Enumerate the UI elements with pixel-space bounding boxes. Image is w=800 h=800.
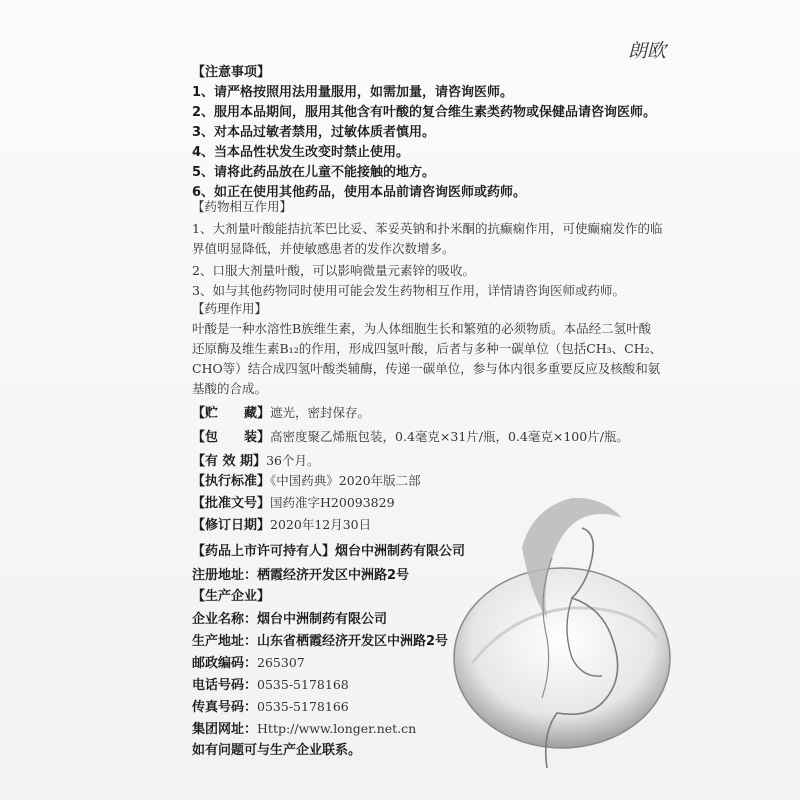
precaution-item: 6、如正在使用其他药品，使用本品前请咨询医师或药师。 (192, 185, 527, 200)
pregnant-woman-illustration (452, 488, 690, 768)
precautions-heading: 【注意事项】 (192, 65, 271, 80)
info-row-approval (192, 494, 395, 513)
pharmacology-line: CHO等）结合成四氢叶酸类辅酶，传递一碳单位，参与体内很多重要反应及核酸和氨 (192, 361, 661, 376)
interactions-heading: 【药物相互作用】 (192, 199, 293, 214)
footer-note: 如有问题可与生产企业联系。 (192, 743, 362, 758)
info-value: 遮光，密封保存。 (270, 405, 371, 420)
manufacturer-row (192, 720, 416, 739)
holder-address-label: 注册地址： (192, 568, 258, 583)
info-label: 【执行标准】 (192, 474, 271, 489)
precaution-item: 1、请严格按照用法用量服用，如需加量，请咨询医师。 (192, 85, 514, 100)
interaction-item: 3、如与其他药物同时使用可能会发生药物相互作用，详情请咨询医师或药师。 (192, 283, 625, 298)
manufacturer-row (192, 610, 387, 629)
manufacturer-label: 邮政编码： (192, 656, 258, 671)
holder-row (192, 542, 465, 561)
pharmacology-line: 还原酶及维生素B₁₂的作用，形成四氢叶酸，后者与多种一碳单位（包括CH₃、CH₂、 (192, 341, 663, 356)
manufacturer-value: 山东省栖霞经济开发区中洲路2号 (257, 634, 449, 649)
precaution-item: 4、当本品性状发生改变时禁止使用。 (192, 145, 410, 160)
manufacturer-label: 集团网址： (192, 722, 258, 737)
info-row-expiry (192, 452, 319, 471)
manufacturer-row (192, 676, 349, 695)
info-label: 【贮 藏】 (192, 406, 271, 421)
info-label: 【包 装】 (192, 430, 271, 445)
pill-shape (454, 568, 670, 748)
holder-address-row (192, 566, 409, 585)
info-value: 2020年12月30日 (270, 517, 372, 532)
info-label: 【修订日期】 (192, 518, 271, 533)
manufacturer-label: 生产地址： (192, 634, 258, 649)
manufacturer-row (192, 698, 349, 717)
precaution-item: 2、服用本品期间，服用其他含有叶酸的复合维生素类药物或保健品请咨询医师。 (192, 105, 657, 120)
interaction-item: 2、口服大剂量叶酸，可以影响微量元素锌的吸收。 (192, 263, 475, 278)
info-value: 高密度聚乙烯瓶包装，0.4毫克×31片/瓶，0.4毫克×100片/瓶。 (270, 429, 629, 444)
holder-value: 烟台中洲制药有限公司 (335, 544, 466, 559)
precaution-item: 3、对本品过敏者禁用，过敏体质者慎用。 (192, 125, 436, 140)
manufacturer-label: 传真号码： (192, 700, 258, 715)
info-label: 【有 效 期】 (192, 454, 267, 469)
precaution-item: 5、请将此药品放在儿童不能接触的地方。 (192, 165, 436, 180)
info-row-storage (192, 404, 370, 423)
manufacturer-website: Http://www.longer.net.cn (257, 721, 417, 736)
manufacturer-value: 0535-5178166 (257, 699, 349, 714)
info-value: 《中国药典》2020年版二部 (270, 473, 421, 488)
interaction-item: 界值明显降低，并使敏感患者的发作次数增多。 (192, 241, 455, 256)
holder-label: 【药品上市许可持有人】 (192, 544, 336, 559)
pharmacology-heading: 【药理作用】 (192, 301, 268, 316)
manufacturer-row (192, 654, 305, 673)
brand-logo-text: 朗欧 (627, 40, 666, 62)
manufacturer-label: 企业名称： (192, 612, 258, 627)
info-row-standard (192, 472, 421, 491)
pharmacology-line: 叶酸是一种水溶性B族维生素，为人体细胞生长和繁殖的必须物质。本品经二氢叶酸 (192, 321, 652, 336)
manufacturer-label: 电话号码： (192, 678, 258, 693)
manufacturer-value: 265307 (257, 655, 305, 670)
manufacturer-value: 烟台中洲制药有限公司 (257, 612, 388, 627)
info-value: 国药准字H20093829 (270, 495, 395, 510)
holder-address-value: 栖霞经济开发区中洲路2号 (257, 568, 410, 583)
pharmacology-line: 基酸的合成。 (192, 381, 268, 396)
manufacturer-heading: 【生产企业】 (192, 589, 271, 604)
info-row-revision (192, 516, 371, 535)
manufacturer-row (192, 632, 448, 651)
info-label: 【批准文号】 (192, 496, 271, 511)
info-value: 36个月。 (266, 453, 320, 468)
info-row-package (192, 428, 629, 447)
interaction-item: 1、大剂量叶酸能拮抗苯巴比妥、苯妥英钠和扑米酮的抗癫痫作用，可使癫痫发作的临 (192, 221, 663, 236)
manufacturer-value: 0535-5178168 (257, 677, 349, 692)
